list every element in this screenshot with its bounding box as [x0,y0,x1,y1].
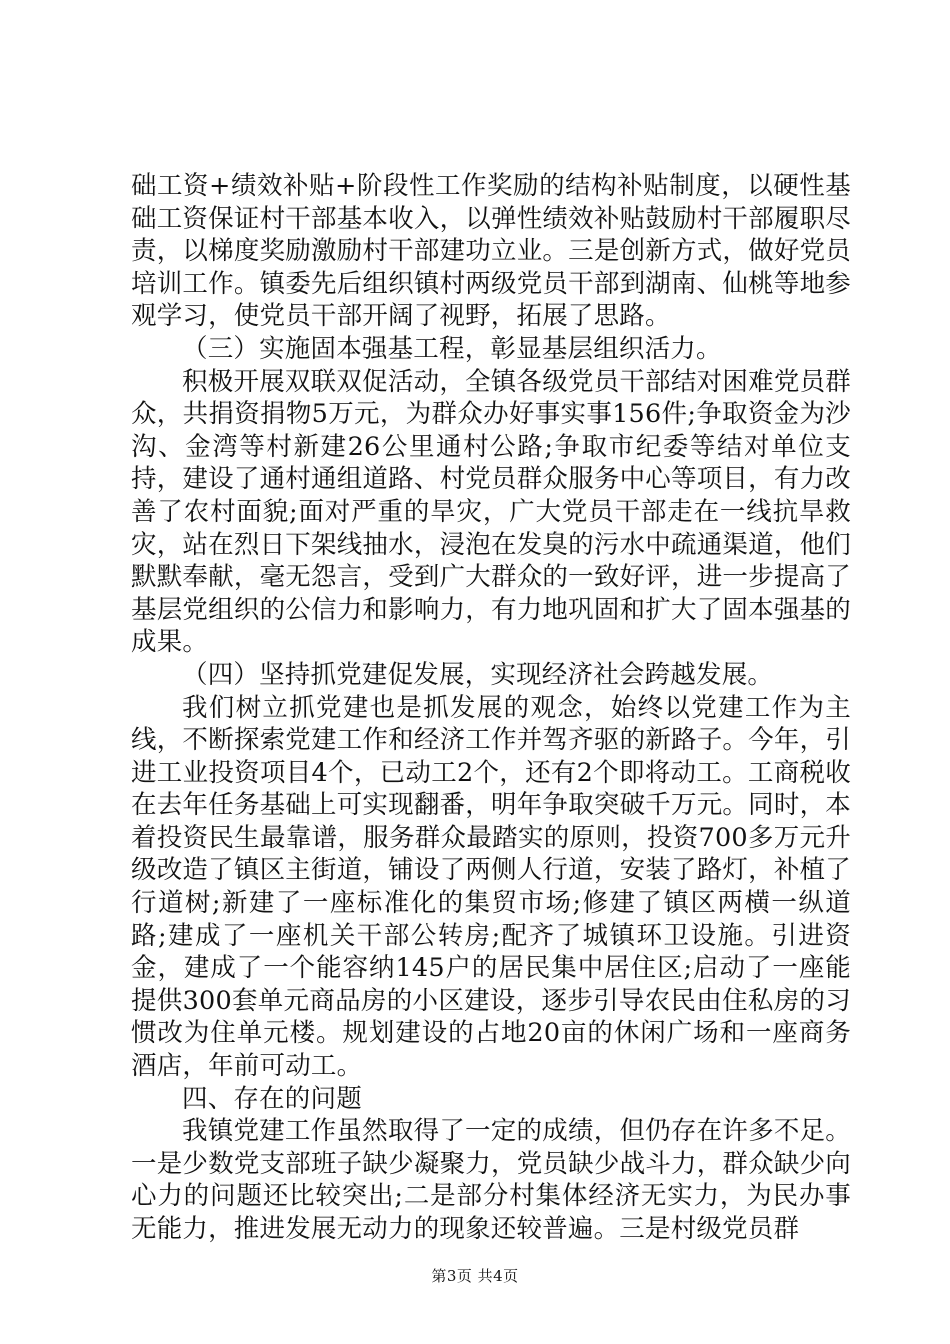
section-heading-problems: 四、存在的问题 [182,1083,362,1114]
document-body [131,170,851,1246]
paragraph-continuation: 础工资+绩效补贴+阶段性工作奖励的结构补贴制度，以硬性基础工资保证村干部基本收入，以弹性绩效补贴鼓励村干部履职尽责，以梯度奖励激励村干部建功立业。三是创新方式，做好党员培训工作。镇委先后组织镇村两级党员干部到湖南、仙桃等地参观学习，使党员干部开阔了视野，拓展了思路。 [131,171,851,332]
paragraph-development: 我们树立抓党建也是抓发展的观念，始终以党建工作为主线，不断探索党建工作和经济工作并驾齐驱的新路子。今年，引进工业投资项目4个，已动工2个，还有2个即将动工。工商税收在去年任务基础上可实现翻番，明年争取突破千万元。同时，本着投资民生最靠谱，服务群众最踏实的原则，投资700多万元升级改造了镇区主街道，铺设了两侧人行道，安装了路灯，补植了行道树;新建了一座标准化的集贸市场;修建了镇区两横一纵道路;建成了一座机关干部公转房;配齐了城镇环卫设施。引进资金，建成了一个能容纳145户的居民集中居住区;启动了一座能提供300套单元商品房的小区建设，逐步引导农民由住私房的习惯改为住单元楼。规划建设的占地20亩的休闲广场和一座商务酒店，年前可动工。 [131,692,851,1082]
section-heading-four: （四）坚持抓党建促发展，实现经济社会跨越发展。 [182,659,774,690]
page-number-footer: 第3页 共4页 [431,1267,519,1285]
paragraph-problems: 我镇党建工作虽然取得了一定的成绩，但仍存在许多不足。一是少数党支部班子缺少凝聚力，党员缺少战斗力，群众缺少向心力的问题还比较突出;二是部分村集体经济无实力，为民办事无能力，推进发展无动力的现象还较普遍。三是村级党员群 [131,1116,851,1244]
section-heading-three: （三）实施固本强基工程，彰显基层组织活力。 [182,333,722,364]
paragraph-dual-link: 积极开展双联双促活动，全镇各级党员干部结对困难党员群众，共捐资捐物5万元，为群众办好事实事156件;争取资金为沙沟、金湾等村新建26公里通村公路;争取市纪委等结对单位支持，建设了通村通组道路、村党员群众服务中心等项目，有力改善了农村面貌;面对严重的旱灾，广大党员干部走在一线抗旱救灾，站在烈日下架线抽水，浸泡在发臭的污水中疏通渠道，他们默默奉献，毫无怨言，受到广大群众的一致好评，进一步提高了基层党组织的公信力和影响力，有力地巩固和扩大了固本强基的成果。 [131,366,851,658]
